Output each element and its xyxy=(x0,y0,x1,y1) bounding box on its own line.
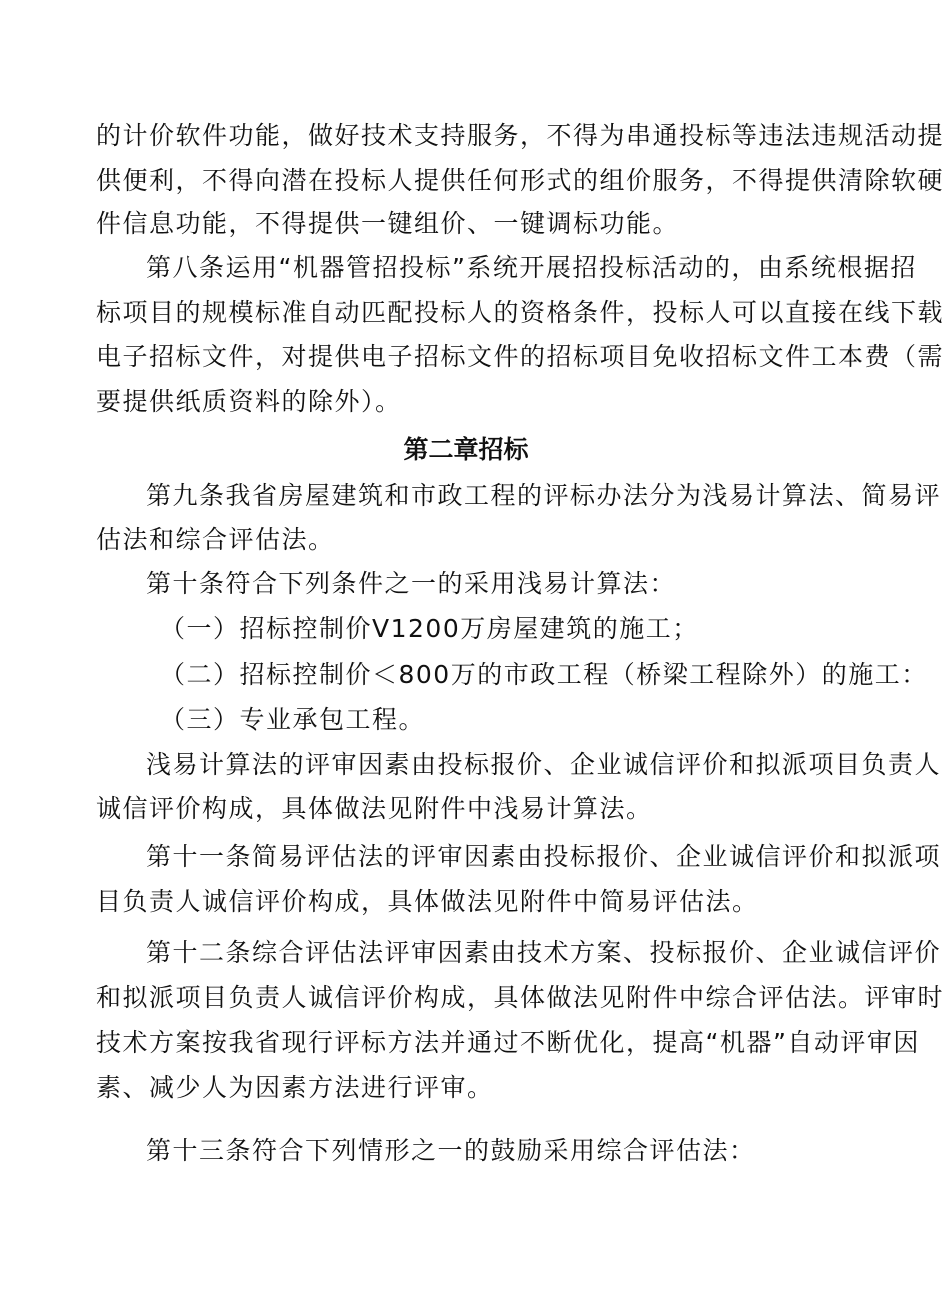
article-8-line-3: 电子招标文件，对提供电子招标文件的招标项目免收招标文件工本费（需 xyxy=(96,342,944,371)
article-8-line-4: 要提供纸质资料的除外）。 xyxy=(96,387,402,416)
chapter-heading xyxy=(0,430,920,470)
article-11-line-2: 目负责人诚信评价构成，具体做法见附件中简易评估法。 xyxy=(96,887,759,916)
article-10-item-1: （一）招标控制价V1200万房屋建筑的施工； xyxy=(160,614,699,643)
paragraph-7-line-3: 件信息功能，不得提供一键组价、一键调标功能。 xyxy=(96,209,680,238)
article-9-line-2: 估法和综合评估法。 xyxy=(96,525,335,554)
paragraph-7-line-1: 的计价软件功能，做好技术支持服务，不得为串通投标等违法违规活动提 xyxy=(96,121,944,150)
article-13-intro: 第十三条符合下列情形之一的鼓励采用综合评估法： xyxy=(146,1136,756,1165)
article-8-line-2: 标项目的规模标准自动匹配投标人的资格条件，投标人可以直接在线下载 xyxy=(96,298,944,327)
article-10-item-3: （三）专业承包工程。 xyxy=(160,705,426,734)
simple-calc-line-2: 诚信评价构成，具体做法见附件中浅易计算法。 xyxy=(96,794,653,823)
article-10-intro: 第十条符合下列条件之一的采用浅易计算法： xyxy=(146,569,677,598)
article-12-line-3: 技术方案按我省现行评标方法并通过不断优化，提高“机器”自动评审因 xyxy=(96,1028,920,1057)
paragraph-7-line-2: 供便利，不得向潜在投标人提供任何形式的组价服务，不得提供清除软硬 xyxy=(96,166,944,195)
article-12-line-1: 第十二条综合评估法评审因素由技术方案、投标报价、企业诚信评价 xyxy=(146,938,942,967)
article-12-line-2: 和拟派项目负责人诚信评价构成，具体做法见附件中综合评估法。评审时 xyxy=(96,983,944,1012)
article-9-line-1: 第九条我省房屋建筑和市政工程的评标办法分为浅易计算法、简易评 xyxy=(146,481,942,510)
article-8-line-1: 第八条运用“机器管招投标”系统开展招投标活动的，由系统根据招 xyxy=(146,253,917,282)
chapter-heading-text: 第二章招标 xyxy=(403,435,529,464)
article-11-line-1: 第十一条简易评估法的评审因素由投标报价、企业诚信评价和拟派项 xyxy=(146,842,942,871)
article-12-line-4: 素、减少人为因素方法进行评审。 xyxy=(96,1073,494,1102)
simple-calc-line-1: 浅易计算法的评审因素由投标报价、企业诚信评价和拟派项目负责人 xyxy=(146,750,942,779)
article-10-item-2: （二）招标控制价＜800万的市政工程（桥梁工程除外）的施工： xyxy=(160,660,928,689)
